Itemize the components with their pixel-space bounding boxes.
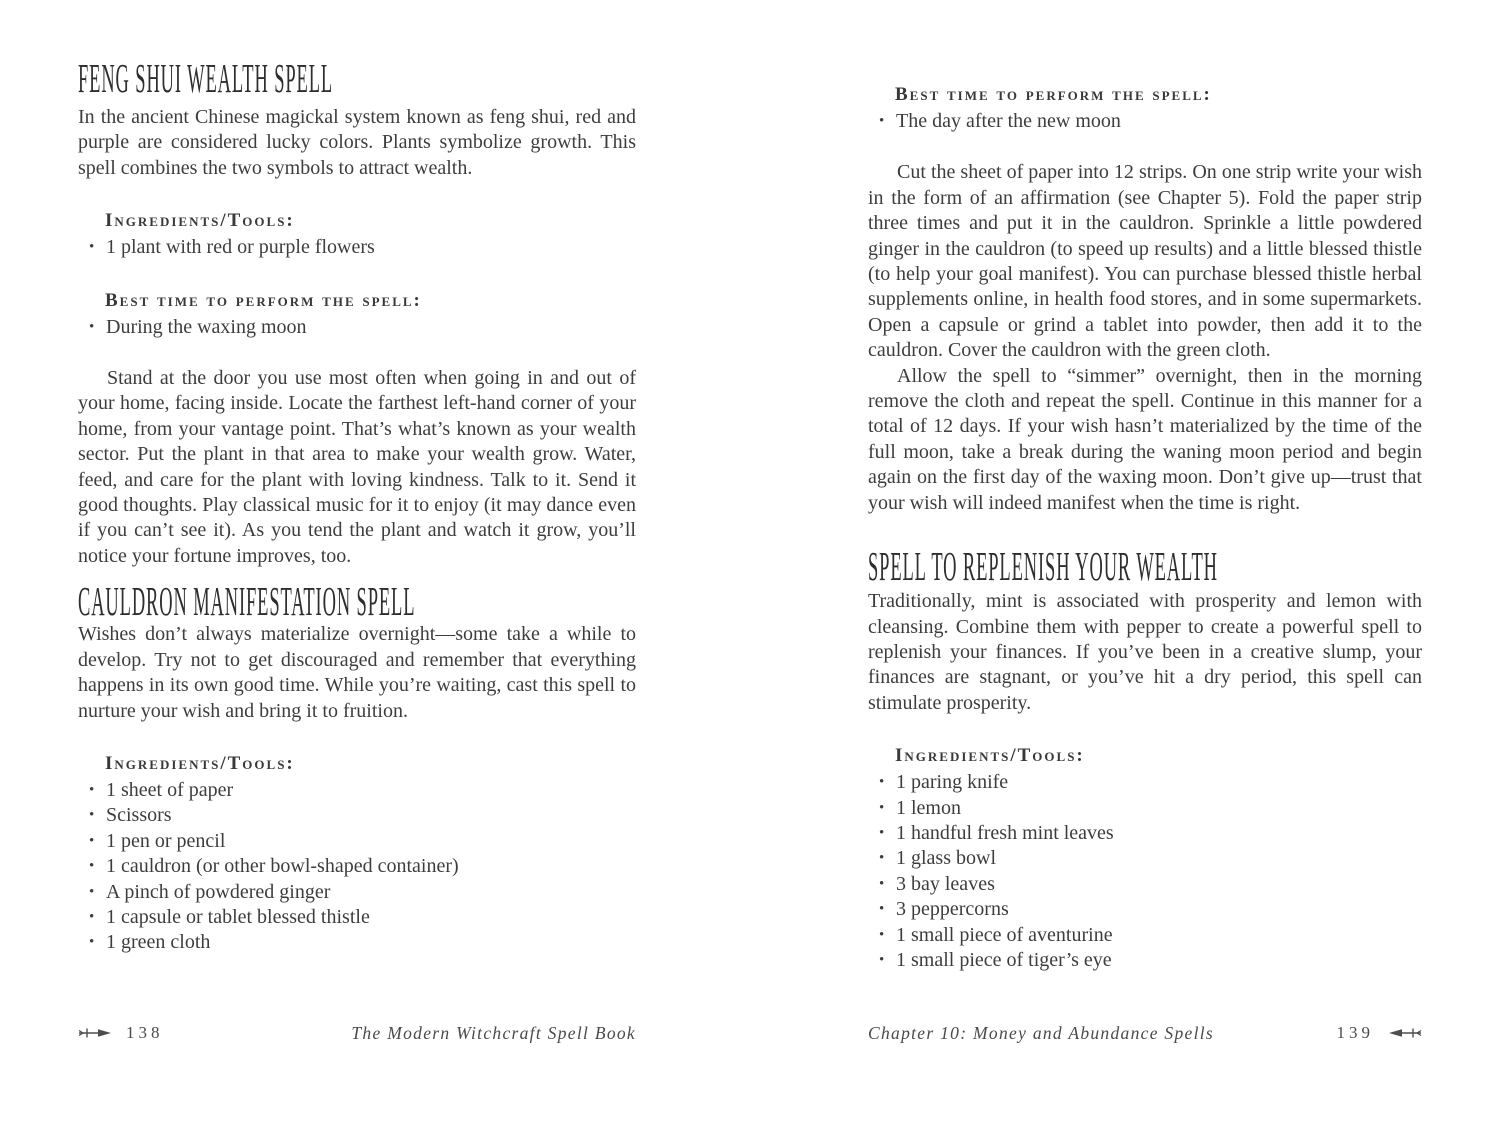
list-item: [878, 872, 1422, 897]
list-item-text: 1 plant with red or purple flowers: [106, 236, 375, 259]
list-item: [878, 948, 1422, 973]
list-item-text: 1 capsule or tablet blessed thistle: [106, 905, 370, 928]
instructions-paragraph: Allow the spell to “simmer” overnight, then in the morning remove the cloth and repeat the spell. Continue in this manner for a total of 12 days. If your wish hasn’t materialized by the time of the full moon, take a break during the waning moon period and begin again on the first day of the waxing moon. Don’t give up—trust that your wish will indeed manifest when the time is right.: [868, 364, 1422, 514]
list-item-text: 1 sheet of paper: [106, 778, 234, 801]
list-item: [88, 803, 636, 828]
page-footer: [868, 1020, 1422, 1046]
list-item-text: 3 peppercorns: [896, 898, 1009, 921]
intro-paragraph: In the ancient Chinese magickal system known as feng shui, red and purple are considered lucky colors. Plants symbolize growth. This spell combines the two symbols to attract wealth.: [78, 106, 636, 179]
bullet-icon: •: [879, 951, 885, 968]
list-item-text: 1 handful fresh mint leaves: [896, 821, 1114, 844]
footer-page-number-group: [78, 1023, 164, 1043]
bullet-icon: •: [879, 901, 885, 918]
list-item: [878, 897, 1422, 922]
list-item: [878, 796, 1422, 821]
spell-title-feng-shui: FENG SHUI WEALTH SPELL: [78, 55, 334, 101]
list-item: [878, 923, 1422, 948]
bullet-icon: •: [879, 926, 885, 943]
list-item: [88, 315, 636, 340]
bullet-icon: •: [89, 318, 95, 335]
list-item: [878, 846, 1422, 871]
arrow-right-ornament-icon: [78, 1026, 112, 1040]
bullet-icon: •: [879, 850, 885, 867]
list-item-text: 1 pen or pencil: [106, 829, 226, 852]
section-label-best-time: Best time to perform the spell:: [895, 84, 1212, 105]
bullet-icon: •: [89, 934, 95, 951]
intro-paragraph: Wishes don’t always materialize overnight—some take a while to develop. Try not to get discouraged and remember that everything happens in its own good time. While you’re waiting, cast this spell to nurture your wish and bring it to fruition.: [78, 623, 636, 722]
bullet-icon: •: [879, 774, 885, 791]
list-item-text: 1 small piece of tiger’s eye: [896, 948, 1112, 971]
running-head-book-title: The Modern Witchcraft Spell Book: [351, 1022, 636, 1043]
section-label-ingredients: Ingredients/Tools:: [895, 745, 1085, 767]
list-item: [878, 821, 1422, 846]
list-item-text: 1 paring knife: [896, 771, 1009, 794]
section-label-ingredients: Ingredients/Tools:: [105, 752, 295, 774]
spell-title-cauldron: CAULDRON MANIFESTATION SPELL: [78, 578, 416, 625]
list-item: [88, 930, 636, 955]
bullet-icon: •: [879, 824, 885, 841]
instructions-paragraph: Cut the sheet of paper into 12 strips. On one strip write your wish in the form of an affirmation (see Chapter 5). Fold the paper strip three times and put it in the cauldron. Sprinkle a little powdered ginger in the cauldron (to speed up results) and a little blessed thistle (to help your goal manifest). You can purchase blessed thistle herbal supplements online, in health food stores, and in some supermarkets. Open a capsule or grind a tablet into powder, then add it to the cauldron. Cover the cauldron with the green cloth.: [868, 161, 1422, 362]
bullet-icon: •: [879, 875, 885, 892]
list-item-text: A pinch of powdered ginger: [106, 880, 331, 903]
list-item-text: 1 glass bowl: [896, 847, 996, 870]
bullet-icon: •: [89, 781, 95, 798]
page-right: [750, 0, 1500, 1125]
list-item-text: 1 cauldron (or other bowl-shaped container): [106, 855, 459, 878]
intro-paragraph: Traditionally, mint is associated with prosperity and lemon with cleansing. Combine them with pepper to create a powerful spell to replenish your finances. If you’ve been in a creative slump, your finances are stagnant, or you’ve hit a dry period, this spell can stimulate prosperity.: [868, 590, 1422, 714]
running-head-chapter-title: Chapter 10: Money and Abundance Spells: [868, 1022, 1215, 1043]
bullet-icon: •: [89, 908, 95, 925]
bullet-icon: •: [89, 858, 95, 875]
list-item-text: 1 green cloth: [106, 931, 211, 954]
list-item-text: During the waxing moon: [106, 315, 307, 338]
list-item-text: 1 small piece of aventurine: [896, 923, 1113, 946]
page-number: 139: [1336, 1023, 1374, 1042]
bullet-icon: •: [89, 832, 95, 849]
spell-title-replenish-wealth: SPELL TO REPLENISH YOUR WEALTH: [868, 543, 1218, 590]
best-time-list: [878, 109, 1422, 134]
ingredients-list: [88, 235, 636, 260]
list-item: [878, 109, 1422, 134]
section-label-ingredients: Ingredients/Tools:: [105, 210, 295, 232]
list-item: [878, 770, 1422, 795]
section-label-best-time: Best time to perform the spell:: [105, 289, 422, 311]
list-item: [88, 880, 636, 905]
list-item-text: 3 bay leaves: [896, 872, 995, 895]
bullet-icon: •: [89, 239, 95, 256]
page-footer: [78, 1020, 636, 1046]
bullet-icon: •: [89, 883, 95, 900]
list-item: [88, 905, 636, 930]
arrow-left-ornament-icon: [1388, 1026, 1422, 1040]
list-item-text: 1 lemon: [896, 796, 961, 819]
best-time-list: [88, 315, 636, 340]
bullet-icon: •: [879, 799, 885, 816]
list-item: [88, 829, 636, 854]
page-number: 138: [126, 1023, 164, 1042]
list-item: [88, 778, 636, 803]
list-item: [88, 235, 636, 260]
list-item-text: Scissors: [106, 804, 172, 827]
bullet-icon: •: [879, 113, 885, 129]
ingredients-list: [878, 770, 1422, 973]
instructions-paragraph: Stand at the door you use most often when going in and out of your home, facing inside. Locate the farthest left-hand corner of your home, from your vantage point. That’s what’s known as your wealth sector. Put the plant in that area to make your wealth grow. Water, feed, and care for the plant with loving kindness. Talk to it. Send it good thoughts. Play classical music for it to enjoy (it may dance even if you can’t see it). As you tend the plant and watch it grow, you’ll notice your fortune improves, too.: [78, 367, 636, 567]
footer-page-number-group: [1337, 1023, 1423, 1043]
list-item-text: The day after the new moon: [896, 110, 1121, 132]
list-item: [88, 854, 636, 879]
ingredients-list: [88, 778, 636, 956]
bullet-icon: •: [89, 807, 95, 824]
